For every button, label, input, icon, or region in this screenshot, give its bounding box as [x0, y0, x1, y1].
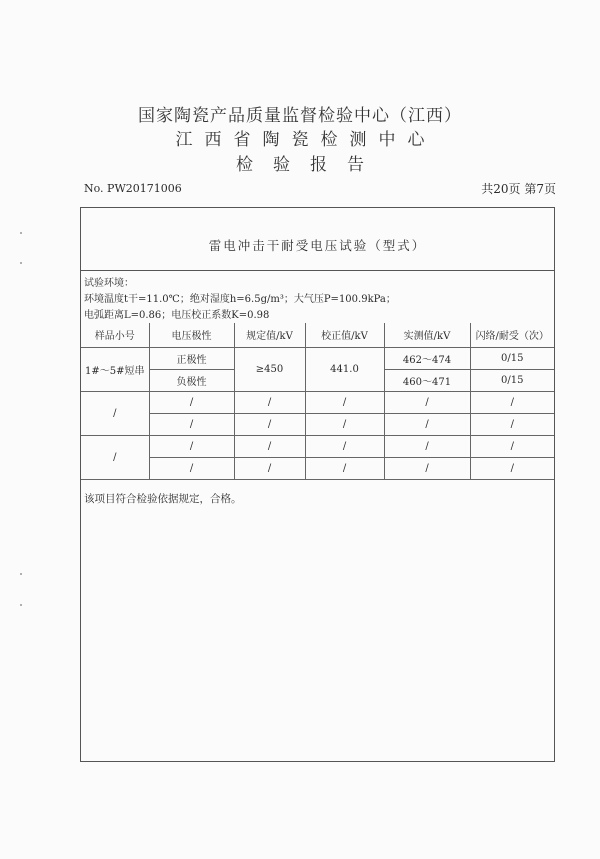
empty-cell: /	[384, 435, 470, 457]
corrected-cell: 441.0	[305, 347, 384, 391]
divider	[81, 270, 554, 271]
table-row	[81, 391, 554, 413]
empty-cell: /	[470, 413, 554, 435]
specified-cell: ≥450	[234, 347, 305, 391]
empty-cell: /	[384, 457, 470, 479]
polarity-cell: 负极性	[149, 369, 234, 391]
count-cell: 0/15	[470, 347, 554, 369]
empty-cell: /	[470, 457, 554, 479]
measured-cell: 460～471	[384, 369, 470, 391]
lab-name-line2: 江西省陶瓷检测中心	[175, 130, 437, 150]
empty-cell: /	[234, 457, 305, 479]
empty-cell: /	[149, 435, 234, 457]
header-cell: 实测值/kV	[384, 323, 470, 347]
count-cell: 0/15	[470, 369, 554, 391]
results-table	[81, 323, 554, 480]
report-frame	[80, 207, 555, 762]
report-heading: 检验报告	[236, 155, 384, 175]
sample-cell: 1#～5#短串	[81, 347, 149, 391]
empty-cell: /	[305, 413, 384, 435]
polarity-cell: 正极性	[149, 347, 234, 369]
header-cell: 闪络/耐受（次）	[470, 323, 554, 347]
empty-cell: /	[305, 435, 384, 457]
header-cell: 样品小号	[81, 323, 149, 347]
empty-cell: /	[81, 391, 149, 435]
header-cell: 电压极性	[149, 323, 234, 347]
empty-cell: /	[149, 457, 234, 479]
table-row	[81, 457, 554, 479]
empty-cell: /	[149, 413, 234, 435]
empty-cell: /	[234, 435, 305, 457]
empty-cell: /	[384, 413, 470, 435]
report-number: No. PW20171006	[84, 182, 182, 195]
page-info: 共20页 第7页	[481, 182, 556, 196]
environment-line2: 电弧距离L=0.86；电压校正系数K=0.98	[84, 310, 270, 321]
empty-cell: /	[305, 391, 384, 413]
header-cell: 校正值/kV	[305, 323, 384, 347]
environment-label: 试验环境：	[84, 278, 134, 289]
empty-cell: /	[149, 391, 234, 413]
empty-cell: /	[234, 413, 305, 435]
conclusion: 该项目符合检验依据规定，合格。	[84, 493, 242, 505]
empty-cell: /	[234, 391, 305, 413]
table-row	[81, 347, 554, 369]
environment-line1: 环境温度t干=11.0℃；绝对湿度h=6.5g/m³；大气压P=100.9kPa；	[84, 294, 396, 305]
table-row	[81, 435, 554, 457]
empty-cell: /	[305, 457, 384, 479]
empty-cell: /	[470, 391, 554, 413]
lab-name-line1: 国家陶瓷产品质量监督检验中心（江西）	[138, 106, 462, 126]
header-cell: 规定值/kV	[234, 323, 305, 347]
test-title: 雷电冲击干耐受电压试验（型式）	[208, 238, 427, 253]
empty-cell: /	[470, 435, 554, 457]
measured-cell: 462～474	[384, 347, 470, 369]
empty-cell: /	[81, 435, 149, 479]
table-header-row	[81, 323, 554, 347]
table-row	[81, 413, 554, 435]
empty-cell: /	[384, 391, 470, 413]
